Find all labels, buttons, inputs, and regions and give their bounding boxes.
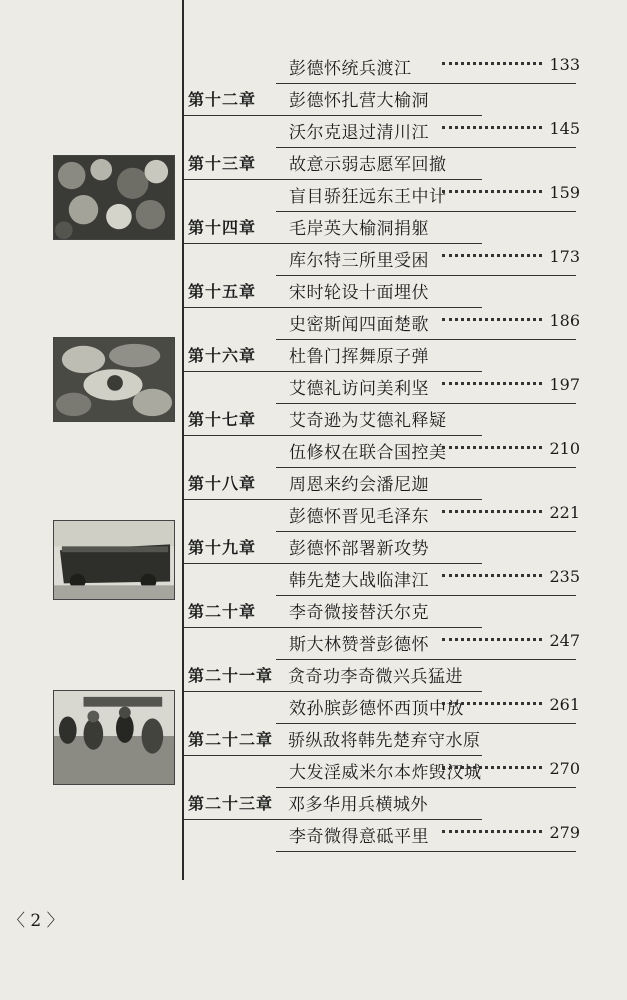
toc-entry [184, 500, 584, 532]
dot-leader [442, 765, 542, 769]
chapter-title: 彭德怀统兵渡江 [289, 59, 412, 79]
toc-entry [184, 116, 584, 148]
chapter-title: 艾德礼访问美利坚 [289, 379, 429, 399]
toc-entry [184, 564, 584, 596]
chapter-title: 沃尔克退过清川江 [289, 123, 429, 143]
chapter-number: 第十八章 [188, 474, 257, 493]
dot-leader [442, 125, 542, 129]
chapter-title: 骄纵敌将韩先楚弃守水原 [288, 731, 481, 751]
chapter-title: 周恩来约会潘尼迦 [289, 475, 429, 495]
dot-leader [442, 701, 542, 705]
chapter-number: 第十五章 [188, 282, 257, 301]
toc-entry [184, 436, 584, 468]
toc-entry [184, 692, 584, 724]
chapter-title: 贪奇功李奇微兴兵猛进 [288, 667, 463, 687]
chapter-title: 艾奇逊为艾德礼释疑 [289, 411, 447, 431]
toc-entry [184, 756, 584, 788]
toc-entry [184, 468, 584, 500]
dot-leader [442, 445, 542, 449]
chapter-number: 第二十章 [188, 602, 257, 621]
chapter-title: 彭德怀部署新攻势 [289, 539, 429, 559]
chapter-number: 第十四章 [188, 218, 257, 237]
toc-entry [184, 244, 584, 276]
toc-entry [184, 212, 584, 244]
toc-entry [184, 660, 584, 692]
chapter-title: 故意示弱志愿军回撤 [289, 155, 447, 175]
toc-entry [184, 596, 584, 628]
chapter-title: 杜鲁门挥舞原子弹 [289, 347, 429, 367]
toc-entry [184, 820, 584, 852]
chapter-title: 斯大林赞誉彭德怀 [289, 635, 429, 655]
page-ref: 145 [549, 119, 580, 138]
chapter-title: 李奇微得意砥平里 [289, 827, 429, 847]
dot-leader [442, 189, 542, 193]
chapter-title: 库尔特三所里受困 [289, 251, 429, 271]
chapter-number: 第十九章 [188, 538, 257, 557]
chapter-number: 第十七章 [188, 410, 257, 429]
chapter-title: 李奇微接替沃尔克 [289, 603, 429, 623]
chapter-number: 第二十三章 [188, 794, 274, 813]
toc-entry [184, 340, 584, 372]
chapter-number: 第十二章 [188, 90, 257, 109]
page-ref: 247 [549, 631, 580, 650]
toc-entry [184, 52, 584, 84]
toc-entry [184, 180, 584, 212]
photo-camouflage [53, 337, 175, 422]
photo-vehicle [53, 520, 175, 600]
page-ref: 133 [549, 55, 580, 74]
toc-entry [184, 788, 584, 820]
chapter-title: 彭德怀晋见毛泽东 [289, 507, 429, 527]
dot-leader [442, 573, 542, 577]
page-ref: 221 [549, 503, 580, 522]
dot-leader [442, 381, 542, 385]
chapter-title: 伍修权在联合国控美 [289, 443, 447, 463]
toc-entry [184, 308, 584, 340]
page-ref: 159 [549, 183, 580, 202]
chapter-title: 毛岸英大榆洞捐躯 [289, 219, 429, 239]
toc-entry [184, 84, 584, 116]
dot-leader [442, 509, 542, 513]
dot-leader [442, 61, 542, 65]
dot-leader [442, 829, 542, 833]
page-ref: 279 [549, 823, 580, 842]
photo-foliage [53, 155, 175, 240]
photo-soldiers [53, 690, 175, 785]
chapter-title: 韩先楚大战临津江 [289, 571, 429, 591]
toc-entry [184, 724, 584, 756]
page-ref: 261 [549, 695, 580, 714]
chapter-title: 效孙膑彭德怀西顶中放 [289, 699, 464, 719]
page-ref: 186 [549, 311, 580, 330]
dot-leader [442, 637, 542, 641]
chapter-title: 宋时轮设十面埋伏 [289, 283, 429, 303]
page-ref: 270 [549, 759, 580, 778]
page-ref: 235 [549, 567, 580, 586]
page-ref: 197 [549, 375, 580, 394]
chapter-title: 盲目骄狂远东王中计 [289, 187, 447, 207]
entry-underline [276, 851, 576, 852]
toc-entry [184, 276, 584, 308]
chapter-title: 彭德怀扎营大榆洞 [289, 91, 429, 111]
toc-entry [184, 628, 584, 660]
toc-entry [184, 372, 584, 404]
chapter-number: 第十三章 [188, 154, 257, 173]
page-number: 〈 2 〉 [8, 911, 64, 931]
page-ref: 210 [549, 439, 580, 458]
chapter-number: 第二十一章 [188, 666, 274, 685]
chapter-title: 史密斯闻四面楚歌 [289, 315, 429, 335]
page-ref: 173 [549, 247, 580, 266]
dot-leader [442, 253, 542, 257]
chapter-number: 第二十二章 [188, 730, 274, 749]
toc-entry [184, 404, 584, 436]
toc-entry [184, 532, 584, 564]
chapter-number: 第十六章 [188, 346, 257, 365]
chapter-title: 邓多华用兵横城外 [288, 795, 428, 815]
dot-leader [442, 317, 542, 321]
chapter-title: 大发淫威米尔本炸毁汉城 [289, 763, 482, 783]
toc-entry [184, 148, 584, 180]
table-of-contents [184, 52, 584, 852]
